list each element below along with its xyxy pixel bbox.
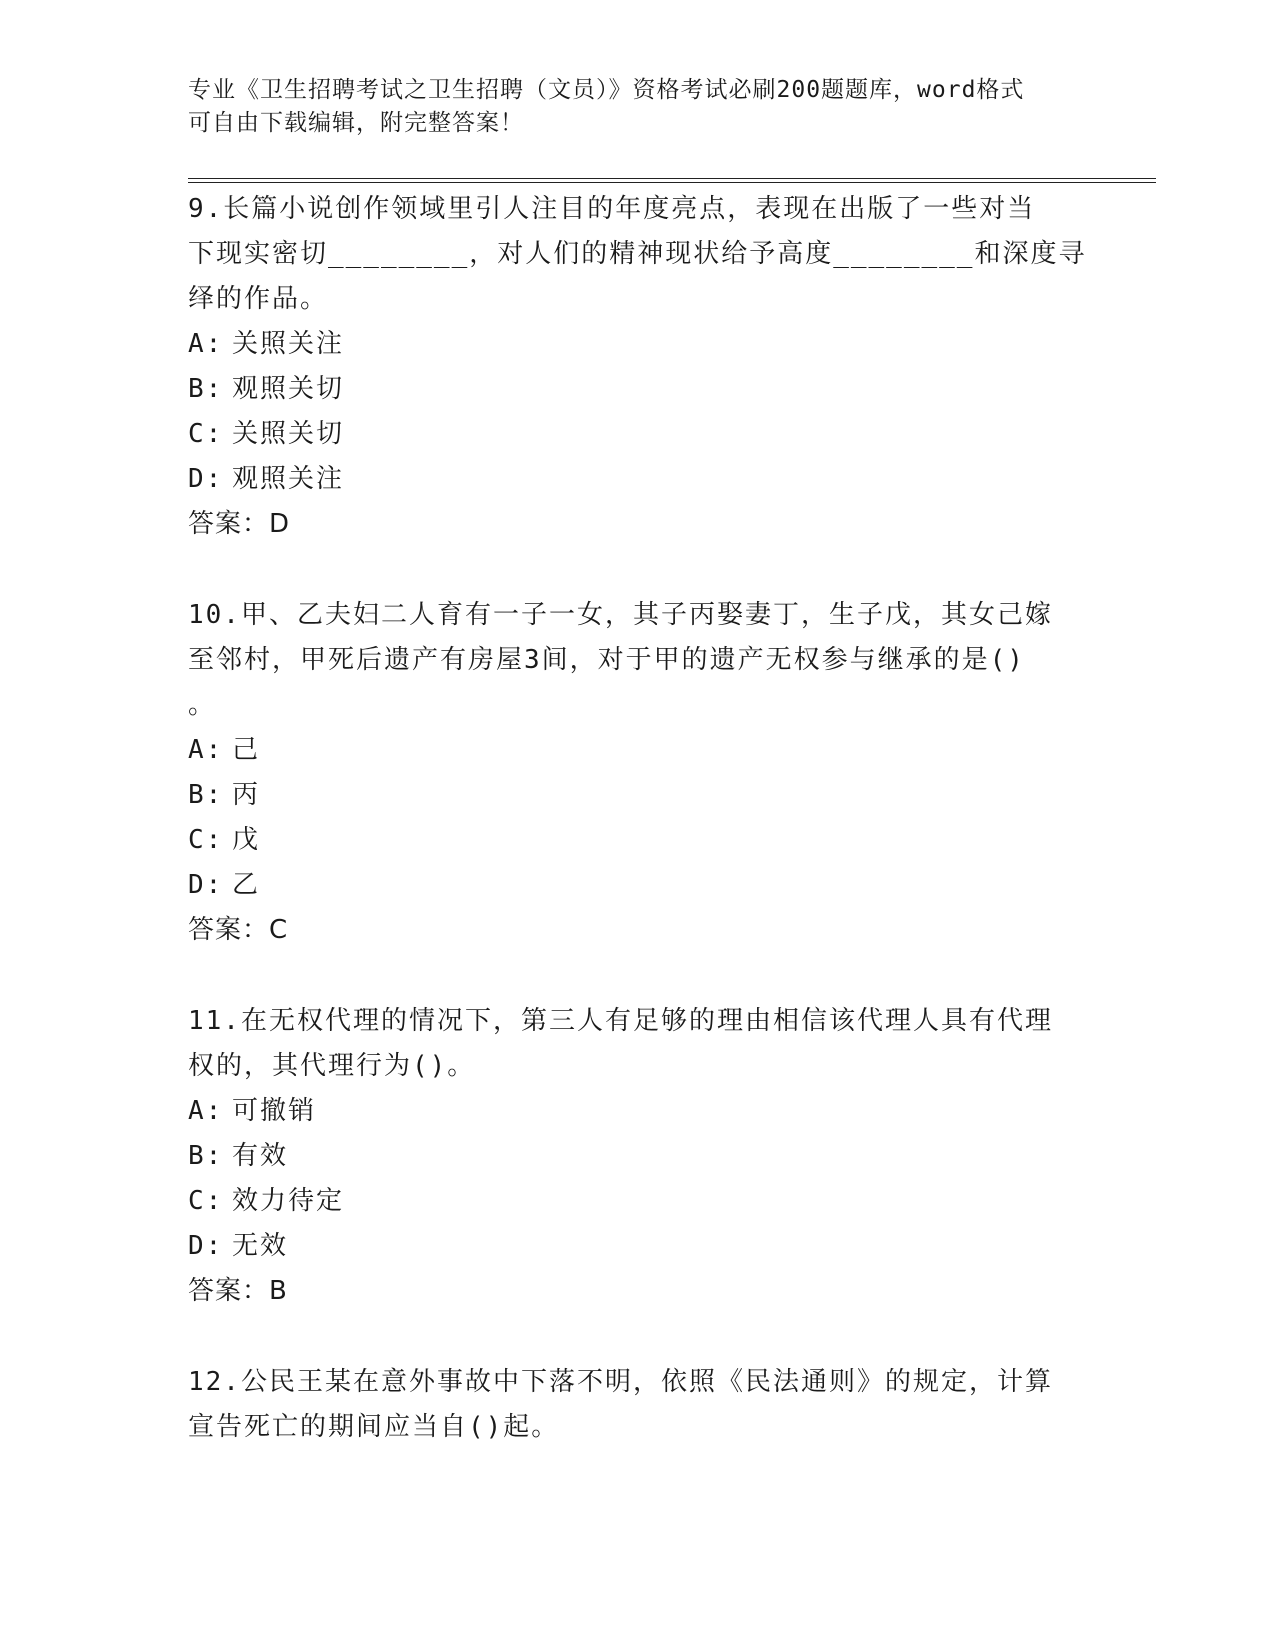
option-a (188, 1089, 1088, 1134)
option-label: A: (188, 1096, 224, 1126)
option-b (188, 773, 1088, 818)
question-stem-line: 至邻村，甲死后遗产有房屋3间，对于甲的遗产无权参与继承的是() (188, 645, 1025, 675)
option-text: 关照关注 (232, 329, 345, 359)
question-stem-line: 11.在无权代理的情况下，第三人有足够的理由相信该代理人具有代理 (188, 1006, 1053, 1036)
question-stem-line: 下现实密切________，对人们的精神现状给予高度________和深度寻 (188, 239, 1087, 269)
question-10 (188, 593, 1088, 953)
option-text: 观照关切 (232, 374, 345, 404)
option-text: 效力待定 (232, 1186, 345, 1216)
option-text: 无效 (232, 1231, 289, 1261)
option-label: B: (188, 1141, 224, 1171)
option-c (188, 818, 1088, 863)
question-stem-line: 12.公民王某在意外事故中下落不明，依照《民法通则》的规定，计算 (188, 1367, 1053, 1397)
document-header (188, 74, 1068, 140)
question-spacer (188, 547, 1088, 593)
option-text: 乙 (232, 870, 261, 900)
option-d (188, 1224, 1088, 1269)
option-b (188, 367, 1088, 412)
header-line-1: 专业《卫生招聘考试之卫生招聘（文员）》资格考试必刷200题题库，word格式 (188, 77, 1025, 103)
option-label: B: (188, 780, 224, 810)
question-stem-line: 权的，其代理行为()。 (188, 1051, 476, 1081)
answer-line: 答案：C (188, 915, 289, 945)
option-text: 关照关切 (232, 419, 345, 449)
question-9 (188, 187, 1088, 547)
option-d (188, 457, 1088, 502)
option-text: 戊 (232, 825, 261, 855)
question-stem-line: 宣告死亡的期间应当自()起。 (188, 1412, 560, 1442)
question-12 (188, 1360, 1088, 1450)
option-text: 己 (232, 735, 261, 765)
option-label: B: (188, 374, 224, 404)
question-spacer (188, 1314, 1088, 1360)
option-c (188, 1179, 1088, 1224)
option-label: C: (188, 419, 224, 449)
question-11 (188, 999, 1088, 1314)
option-c (188, 412, 1088, 457)
question-list (188, 187, 1088, 1450)
option-text: 有效 (232, 1141, 289, 1171)
option-text: 观照关注 (232, 464, 345, 494)
header-line-2: 可自由下载编辑，附完整答案！ (188, 110, 524, 136)
option-d (188, 863, 1088, 908)
option-b (188, 1134, 1088, 1179)
question-stem-line: 。 (188, 690, 217, 720)
option-label: A: (188, 735, 224, 765)
header-double-rule (188, 178, 1156, 183)
option-text: 可撤销 (232, 1096, 317, 1126)
option-a (188, 728, 1088, 773)
option-label: D: (188, 464, 224, 494)
question-stem-line: 10.甲、乙夫妇二人育有一子一女，其子丙娶妻丁，生子戊，其女己嫁 (188, 600, 1053, 630)
option-label: D: (188, 870, 224, 900)
question-stem-line: 绎的作品。 (188, 284, 329, 314)
answer-line: 答案：D (188, 509, 291, 539)
option-label: D: (188, 1231, 224, 1261)
option-label: C: (188, 1186, 224, 1216)
answer-line: 答案：B (188, 1276, 288, 1306)
option-label: C: (188, 825, 224, 855)
question-stem-line: 9.长篇小说创作领域里引人注目的年度亮点，表现在出版了一些对当 (188, 194, 1036, 224)
option-label: A: (188, 329, 224, 359)
option-a (188, 322, 1088, 367)
option-text: 丙 (232, 780, 261, 810)
question-spacer (188, 953, 1088, 999)
